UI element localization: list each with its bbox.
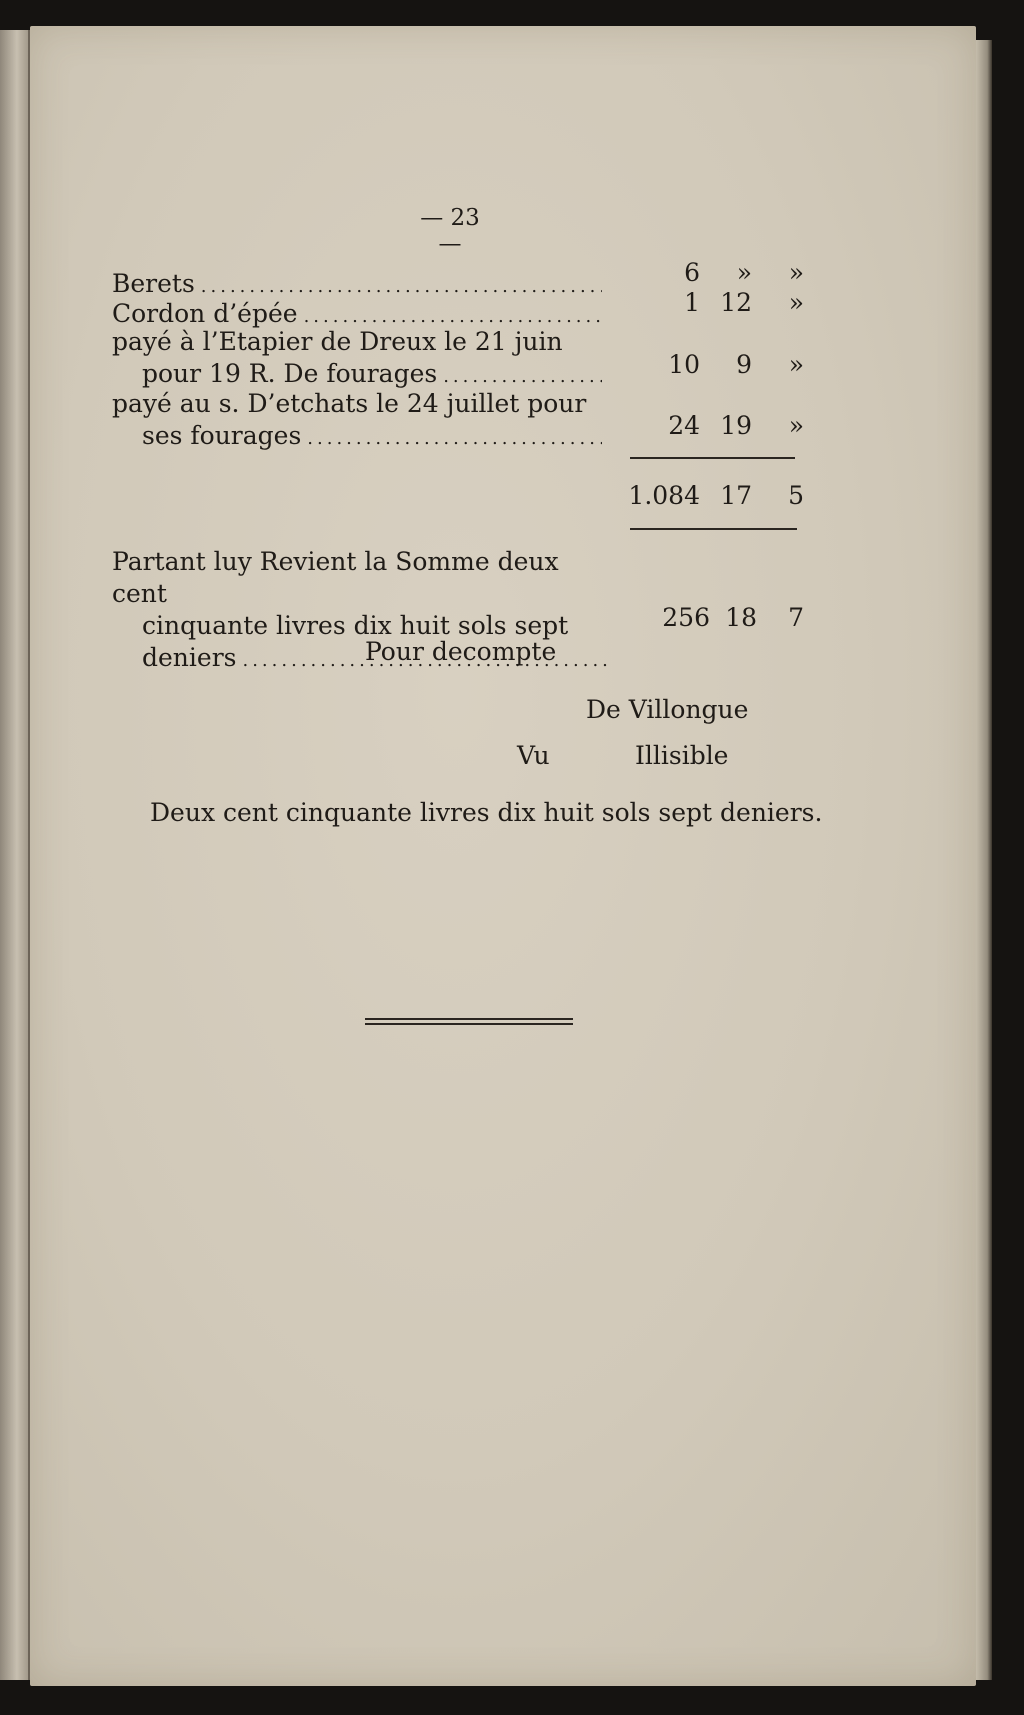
illisible-label: Illisible (635, 741, 729, 770)
amount-sols: 19 (720, 411, 752, 440)
sum-rule (630, 457, 795, 459)
facing-page-edge (0, 30, 30, 1680)
amount-livres: 24 (668, 411, 700, 440)
vu-label: Vu (517, 741, 550, 770)
balance-line: deniers (142, 643, 237, 672)
signatory-name: De Villongue (586, 695, 749, 724)
entry-label-line: ses fourages (142, 421, 302, 450)
amount-deniers: » (788, 411, 804, 440)
amount-sols: 12 (720, 288, 752, 317)
total-deniers: 5 (788, 481, 804, 510)
balance-livres: 256 (662, 603, 710, 632)
page-number: — 23 — (420, 205, 480, 257)
leader-dots (307, 423, 602, 455)
page-edge-shadow (976, 40, 992, 1680)
total-sols: 17 (720, 481, 752, 510)
total-livres: 1.084 (628, 481, 700, 510)
entry-label-line: payé à l’Etapier de Dreux le 21 juin (112, 327, 563, 356)
end-rule-top (365, 1018, 573, 1020)
amount-deniers: » (788, 258, 804, 287)
balance-line: cinquante livres dix huit sols sept (142, 611, 569, 640)
entry-label-line: pour 19 R. De fourages (142, 359, 438, 388)
amount-sols: » (736, 258, 752, 287)
amount-deniers: » (788, 350, 804, 379)
final-sentence: Deux cent cinquante livres dix huit sols sept deniers. (150, 798, 823, 827)
entry-label-line: payé au s. D’etchats le 24 juillet pour (112, 389, 587, 418)
amount-livres: 10 (668, 350, 700, 379)
amount-sols: 9 (736, 350, 752, 379)
end-rule-bottom (365, 1023, 573, 1025)
entry-label: Berets (112, 269, 195, 298)
pour-decompte: Pour decompte (365, 637, 557, 666)
balance-sols: 18 (725, 603, 757, 632)
balance-line: Partant luy Revient la Somme deux cent (112, 547, 559, 608)
entry-label: Cordon d’épée (112, 299, 298, 328)
total-underline-rule (630, 528, 797, 530)
amount-livres: 6 (684, 258, 700, 287)
ledger-entry (112, 388, 602, 455)
amount-livres: 1 (684, 288, 700, 317)
balance-deniers: 7 (788, 603, 804, 632)
ledger-entry (112, 326, 602, 393)
amount-deniers: » (788, 288, 804, 317)
